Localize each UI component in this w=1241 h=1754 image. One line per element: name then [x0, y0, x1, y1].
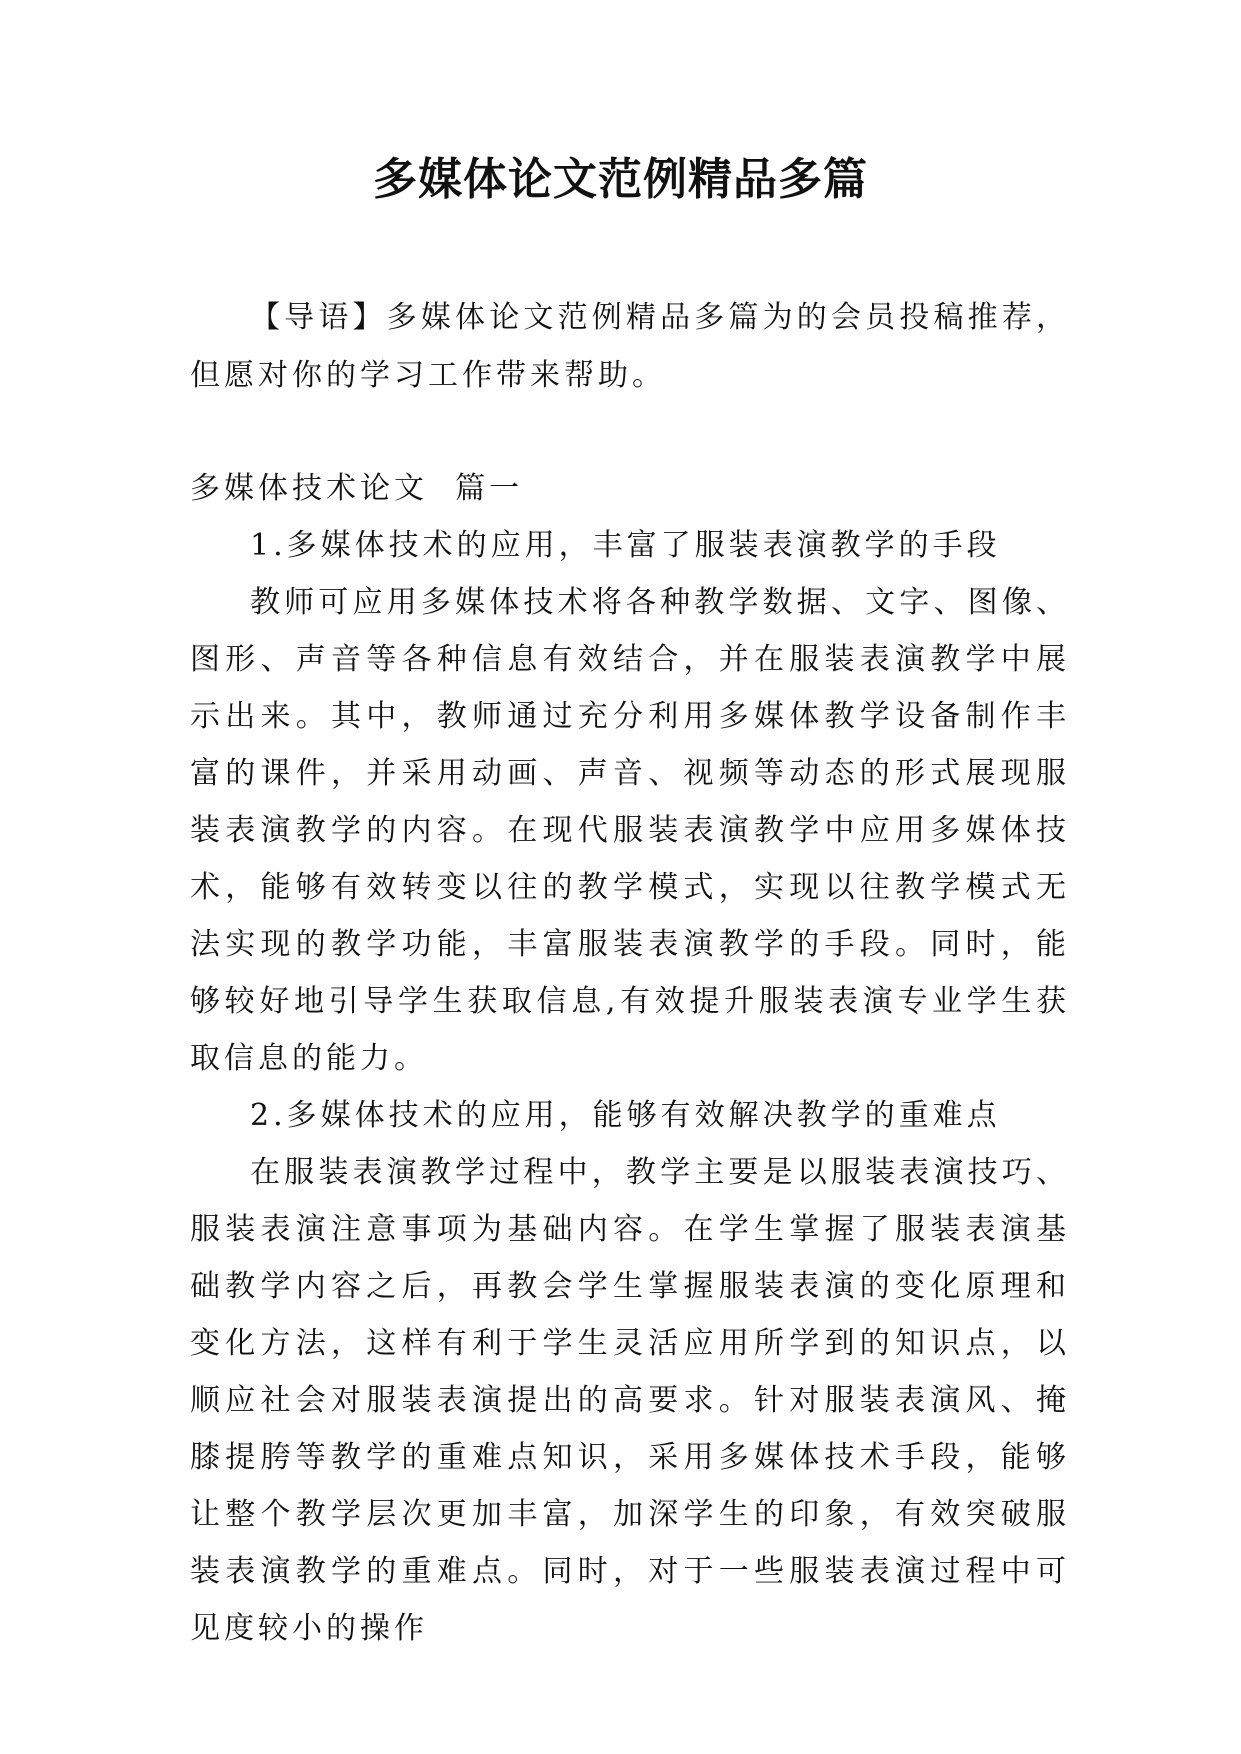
document-title: 多媒体论文范例精品多篇 [373, 154, 868, 205]
intro-paragraph: 【导语】多媒体论文范例精品多篇为的会员投稿推荐，但愿对你的学习工作带来帮助。 [190, 300, 1070, 393]
point-body-1: 教师可应用多媒体技术将各种教学数据、文字、图像、图形、声音等各种信息有效结合，并在服装表演教学中展示出来。其中，教师通过充分利用多媒体教学设备制作丰富的课件，并采用动画、声音、视频等动态的形式展现服装表演教学的内容。在现代服装表演教学中应用多媒体技术，能够有效转变以往的教学模式，实现以往教学模式无法实现的教学功能，丰富服装表演教学的手段。同时，能够较好地引导学生获取信息,有效提升服装表演专业学生获取信息的能力。 [190, 585, 1070, 1076]
intro-block [190, 289, 1070, 405]
point-body-2: 在服装表演教学过程中，教学主要是以服装表演技巧、服装表演注意事项为基础内容。在学生掌握了服装表演基础教学内容之后，再教会学生掌握服装表演的变化原理和变化方法，这样有利于学生灵活应用所学到的知识点，以顺应社会对服装表演提出的高要求。针对服装表演风、掩膝提胯等教学的重难点知识，采用多媒体技术手段，能够让整个教学层次更加丰富，加深学生的印象，有效突破服装表演教学的重难点。同时，对于一些服装表演过程中可见度较小的操作 [190, 1155, 1070, 1646]
point-heading-1: 1.多媒体技术的应用，丰富了服装表演教学的手段 [250, 528, 1001, 563]
article-content [190, 460, 1070, 1657]
point-heading-2: 2.多媒体技术的应用，能够有效解决教学的重难点 [250, 1098, 1001, 1133]
section-heading: 多媒体技术论文 篇一 [190, 471, 524, 506]
